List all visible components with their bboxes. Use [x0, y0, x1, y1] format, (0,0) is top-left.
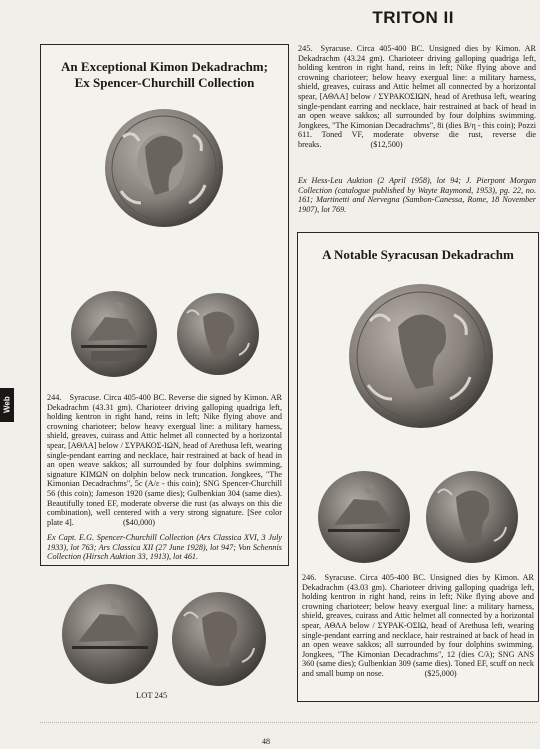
- page-header-title: TRITON II: [372, 8, 454, 27]
- lot-246-obverse-coin-image: [424, 469, 520, 565]
- lot-246-title: A Notable Syracusan Dekadrachm: [322, 247, 514, 262]
- lot-244-box: [40, 44, 289, 566]
- lot-246-large-obverse-coin-image: [346, 281, 496, 431]
- lot-244-reverse-coin-image: [69, 289, 159, 379]
- lot-244-title-line2: Ex Spencer-Churchill Collection: [74, 75, 255, 90]
- lot-246-description: 246. Syracuse. Circa 405-400 BC. Unsigned dies by Kimon. AR Dekadrachm (43.03 gm). Charioteer driving galloping quadriga left, holding kentron in right hand, reins in left; Nike flying above and crowning charioteer; below heavy exergual line: a military harness, shield, greaves, cuirass and Attic helmet all connected by a horizontal spear, ΑΘΛΑ below / ΣΥΡΑΚ-ΟΣΙΩ, head of Arethusa left, wearing single-pendant earring and necklace, hair restrained at back of head in an open weave sakkos; all surrounded by four dolphins swimming. Jongkees, "The Kimonian Decadrachms", 12 (dies C/λ); SNG ANS 360 (same dies); Gulbenkian 309 (same dies). Toned EF, scuff on neck and small bump on nose. ($25,000): [302, 573, 534, 678]
- lot-245-description: 245. Syracuse. Circa 405-400 BC. Unsigned dies by Kimon. AR Dekadrachm (43.24 gm). Charioteer driving galloping quadriga left, holding kentron in right hand, reins in left; Nike flying above and crowning charioteer; below heavy exergual line: a military harness, shield, greaves, cuirass and Attic helmet all connected by a horizontal spear, [ΑΘΛΑ] below / ΣΥΡΑΚΟΣΙΩΝ, head of Arethusa left, wearing single-pendant earring and necklace, hair restrained at back of head in an open weave sakkos; all surrounded by four dolphins swimming. Jongkees, "The Kimonian Decadrachms", 8i (dies B/η - this coin); Pozzi 611. Toned VF, moderate obverse die rust, reverse die breaks. ($12,500): [298, 44, 536, 149]
- footer-divider: [40, 722, 537, 723]
- lot-246-reverse-coin-image: [316, 469, 412, 565]
- page-number: 48: [262, 737, 270, 746]
- lot-246-box: [297, 232, 539, 702]
- lot-244-obverse-coin-image: [175, 291, 261, 377]
- lot-245-caption: LOT 245: [136, 690, 168, 700]
- lot-245-provenance: Ex Hess-Leu Auktion (2 April 1958), lot 94; J. Pierpont Morgan Collection (catalogue published by Wayte Raymond, 1953), pg. 22, no. 161; Martinetti and Nervegna (Sambon-Canessa, Rome, 18 November 1907), lot 769.: [298, 176, 536, 214]
- lot-244-large-obverse-coin-image: [103, 107, 225, 229]
- lot-244-description: 244. Syracuse. Circa 405-400 BC. Reverse die signed by Kimon. AR Dekadrachm (43.31 gm). Charioteer driving galloping quadriga left, holding kentron in right hand, reins in left; Nike flying above and crowning charioteer; below heavy exergual line: a military harness, shield, greaves, cuirass and Attic helmet all connected by a horizontal spear, [ΑΘΛΑ] below / ΣΥΡΑΚΟΣ-ΙΩΝ, head of Arethusa left, wearing single-pendant earring and necklace, hair restrained at back of head in an open weave sakkos; all surrounded by four dolphins swimming, signature ΚΙΜΩΝ on dolphin below neck truncation. Jongkees, "The Kimonian Decadrachms", 5c (A/ε - this coin); SNG Spencer-Churchill 56 (this coin); Jameson 1920 (same dies); Gulbenkian 304 (same dies). Beautifully toned EF, moderate obverse die rust (as always on this die combination), well centered with a very strong signature. [See color plate 4]. ($40,000): [47, 393, 282, 527]
- web-badge: Web: [0, 388, 14, 422]
- lot-245-reverse-coin-image: [60, 582, 160, 686]
- lot-245-obverse-coin-image: [170, 590, 268, 688]
- lot-244-provenance: Ex Capt. E.G. Spencer-Churchill Collection (Ars Classica XVI, 3 July 1933), lot 763; Ars Classica XII (27 June 1928), lot 947; Von Schennis Collection (Hirsch Auktion 33, 1913), lot 461.: [47, 533, 282, 562]
- lot-244-title-line1: An Exceptional Kimon Dekadrachm;: [61, 59, 268, 74]
